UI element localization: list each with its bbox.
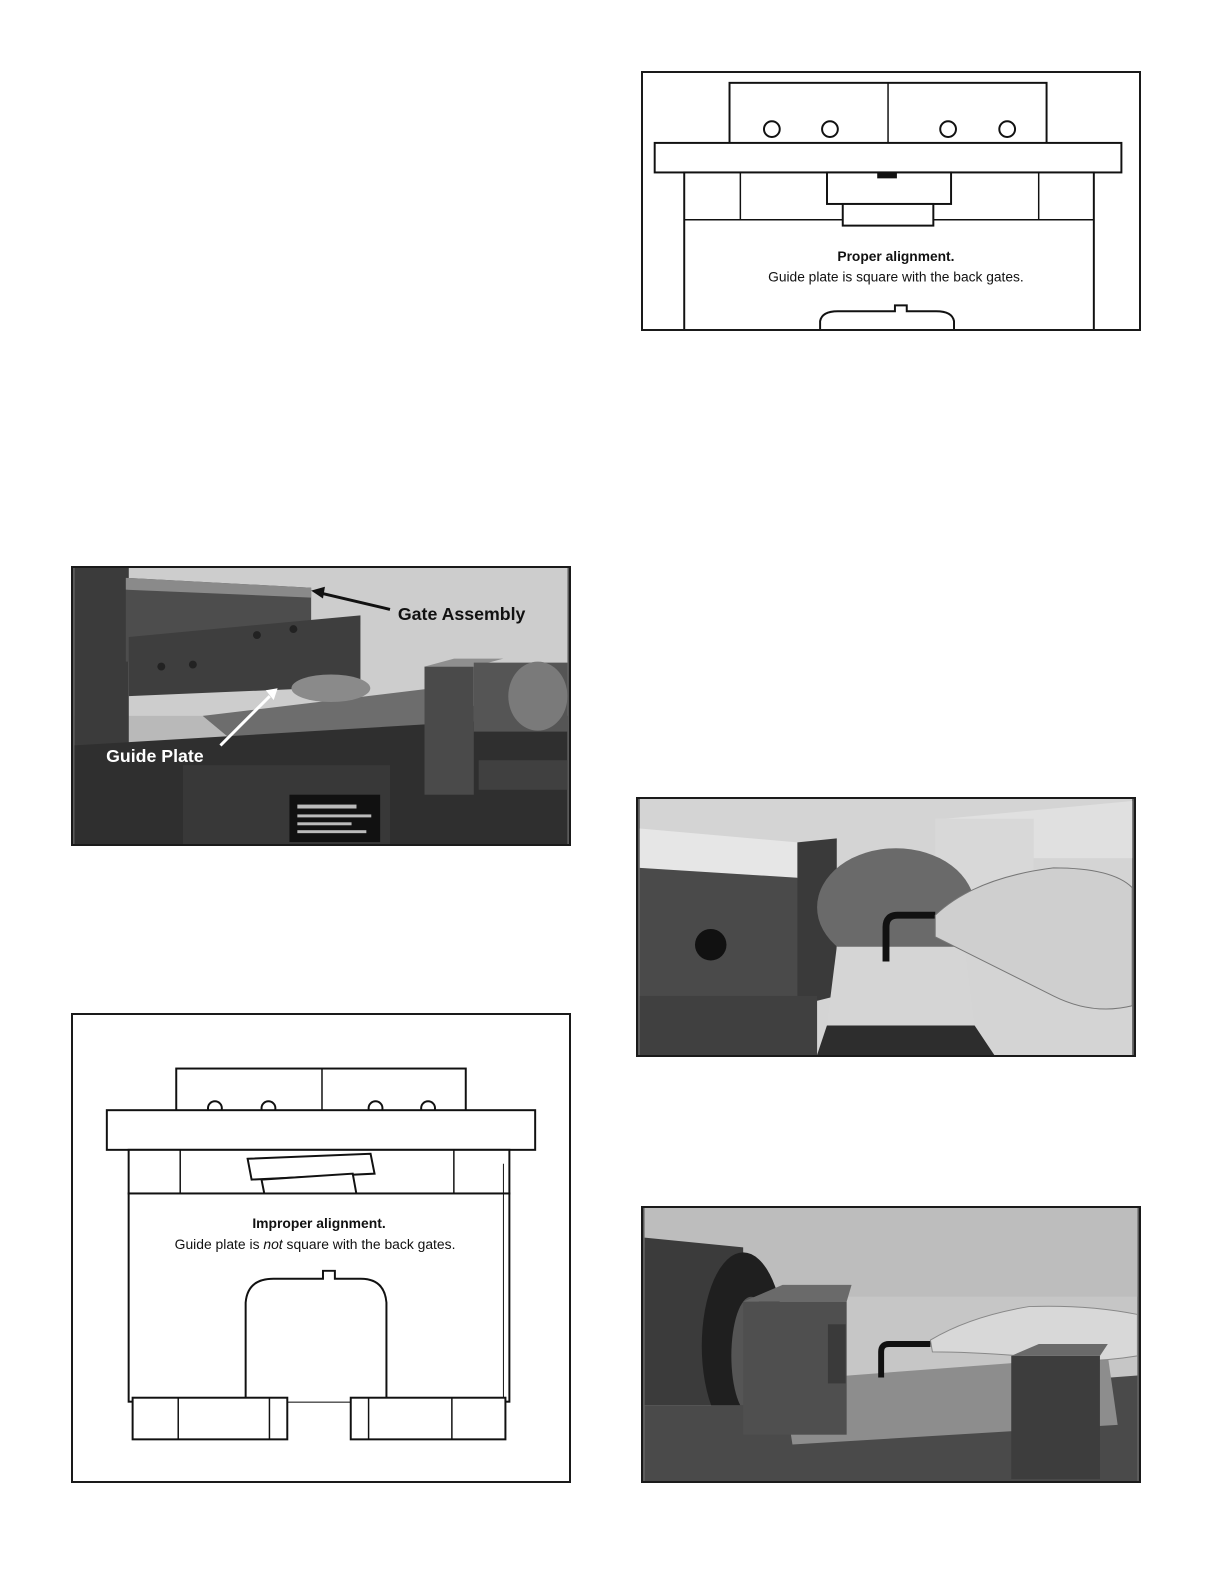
improper-caption-title: Improper alignment. <box>252 1215 386 1232</box>
proper-alignment-drawing <box>643 73 1139 329</box>
hex-key-adjust-illustration <box>638 799 1134 1055</box>
gate-assembly-photo <box>71 566 571 846</box>
improper-caption-post: square with the back gates. <box>282 1235 456 1252</box>
guide-plate-label: Guide Plate <box>106 746 204 767</box>
improper-caption-em: not <box>263 1235 283 1252</box>
gate-assembly-label: Gate Assembly <box>397 604 526 625</box>
proper-caption-line: Guide plate is square with the back gates. <box>768 269 1024 285</box>
hex-key-tighten-illustration <box>643 1208 1139 1481</box>
proper-alignment-figure <box>641 71 1141 331</box>
hex-key-tighten-photo <box>641 1206 1141 1483</box>
proper-caption-title: Proper alignment. <box>837 249 955 265</box>
improper-alignment-figure <box>71 1013 571 1483</box>
improper-caption-line <box>175 1236 456 1252</box>
hex-key-adjust-photo <box>636 797 1136 1057</box>
gate-assembly-illustration <box>73 568 569 844</box>
improper-caption-pre: Guide plate is <box>174 1235 264 1252</box>
improper-alignment-drawing <box>73 1015 569 1481</box>
